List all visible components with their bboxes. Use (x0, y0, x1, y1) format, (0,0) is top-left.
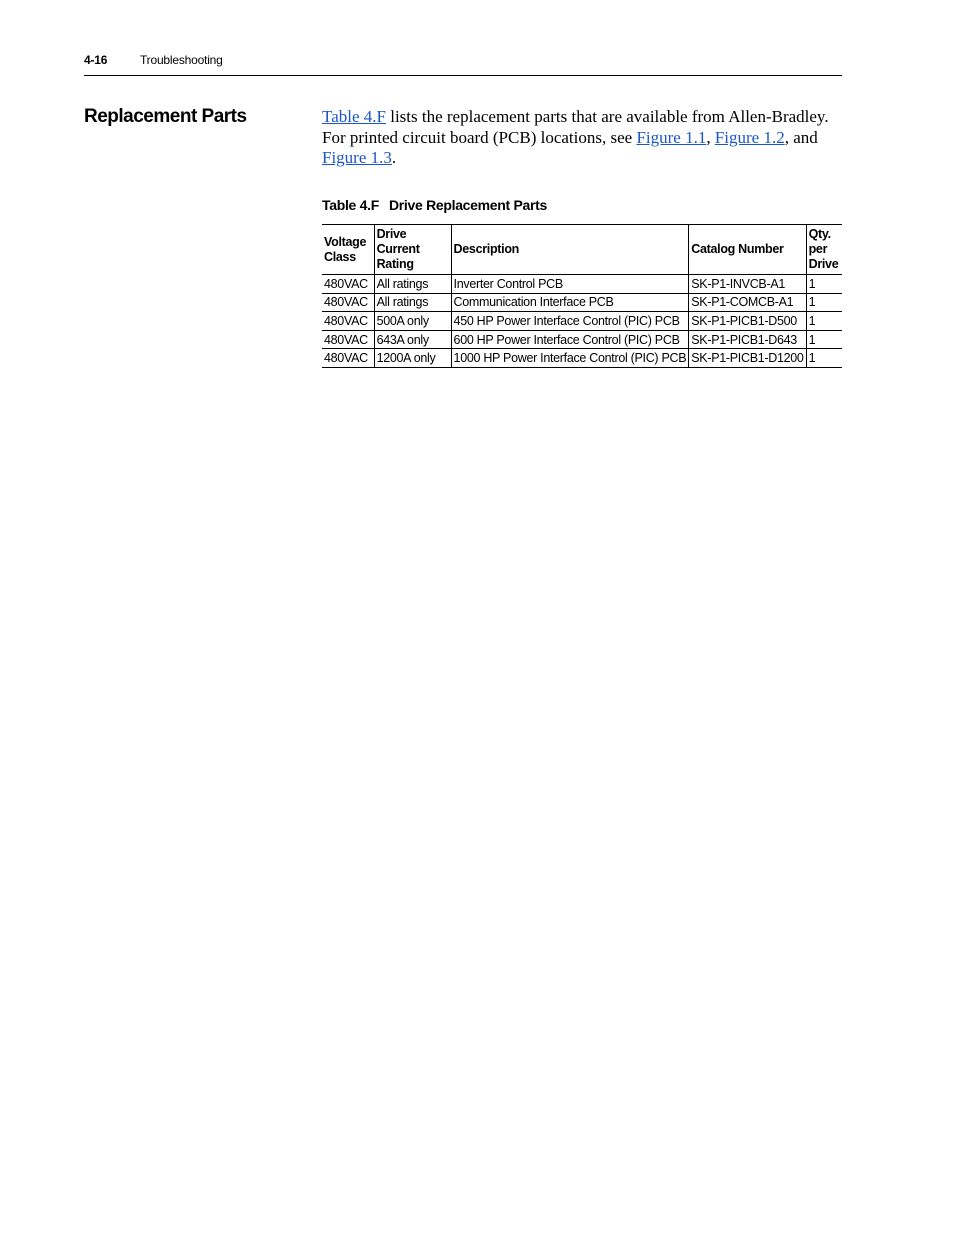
table-row (322, 293, 842, 312)
table-caption-title: Drive Replacement Parts (388, 197, 548, 213)
cell-catalog-number: SK-P1-PICB1-D643 (689, 330, 806, 349)
cell-voltage-class: 480VAC (322, 330, 374, 349)
figure-1-2-link[interactable]: Figure 1.2 (714, 127, 785, 147)
cell-voltage-class: 480VAC (322, 349, 374, 368)
cell-catalog-number: SK-P1-COMCB-A1 (689, 293, 806, 312)
figure-1-1-link[interactable]: Figure 1.1 (636, 127, 707, 147)
column-header-catalog-number: Catalog Number (689, 225, 806, 275)
paragraph-text: . (391, 148, 397, 167)
cell-description: 450 HP Power Interface Control (PIC) PCB (451, 312, 689, 331)
cell-catalog-number: SK-P1-PICB1-D1200 (689, 349, 806, 368)
column-header-voltage-class: Voltage Class (322, 225, 374, 275)
figure-1-3-link[interactable]: Figure 1.3 (322, 148, 392, 167)
cell-drive-current-rating: All ratings (374, 275, 451, 294)
cell-catalog-number: SK-P1-PICB1-D500 (689, 312, 806, 331)
paragraph-text: , (706, 127, 715, 147)
cell-qty-per-drive: 1 (806, 349, 842, 368)
cell-drive-current-rating: 643A only (374, 330, 451, 349)
cell-drive-current-rating: 500A only (374, 312, 451, 331)
running-head: Troubleshooting (140, 53, 223, 67)
column-header-qty-per-drive: Qty. per Drive (806, 225, 842, 275)
table-caption (322, 197, 547, 213)
cell-description: 600 HP Power Interface Control (PIC) PCB (451, 330, 689, 349)
cell-voltage-class: 480VAC (322, 293, 374, 312)
page-number: 4-16 (84, 53, 108, 67)
cell-description: Communication Interface PCB (451, 293, 689, 312)
cell-drive-current-rating: All ratings (374, 293, 451, 312)
cell-description: 1000 HP Power Interface Control (PIC) PCB (451, 349, 689, 368)
page-header (84, 53, 842, 76)
paragraph-text: lists the replacement parts that are available from Allen-Bradley. For printed circuit board (PCB) locations, see (322, 107, 829, 147)
cell-drive-current-rating: 1200A only (374, 349, 451, 368)
table-row (322, 330, 842, 349)
cell-qty-per-drive: 1 (806, 330, 842, 349)
table-caption-number: Table 4.F (322, 197, 379, 213)
cell-catalog-number: SK-P1-INVCB-A1 (689, 275, 806, 294)
cell-description: Inverter Control PCB (451, 275, 689, 294)
cell-qty-per-drive: 1 (806, 312, 842, 331)
paragraph-text: , and (784, 127, 818, 147)
section-heading: Replacement Parts (84, 106, 247, 127)
table-4f-link[interactable]: Table 4.F (322, 107, 386, 126)
table-row (322, 349, 842, 368)
table-header-row (322, 225, 842, 275)
table-row (322, 312, 842, 331)
cell-voltage-class: 480VAC (322, 275, 374, 294)
replacement-parts-table (322, 224, 842, 368)
table-row (322, 275, 842, 294)
cell-voltage-class: 480VAC (322, 312, 374, 331)
column-header-drive-current-rating: Drive Current Rating (374, 225, 451, 275)
cell-qty-per-drive: 1 (806, 275, 842, 294)
intro-paragraph (322, 107, 852, 169)
cell-qty-per-drive: 1 (806, 293, 842, 312)
column-header-description: Description (451, 225, 689, 275)
